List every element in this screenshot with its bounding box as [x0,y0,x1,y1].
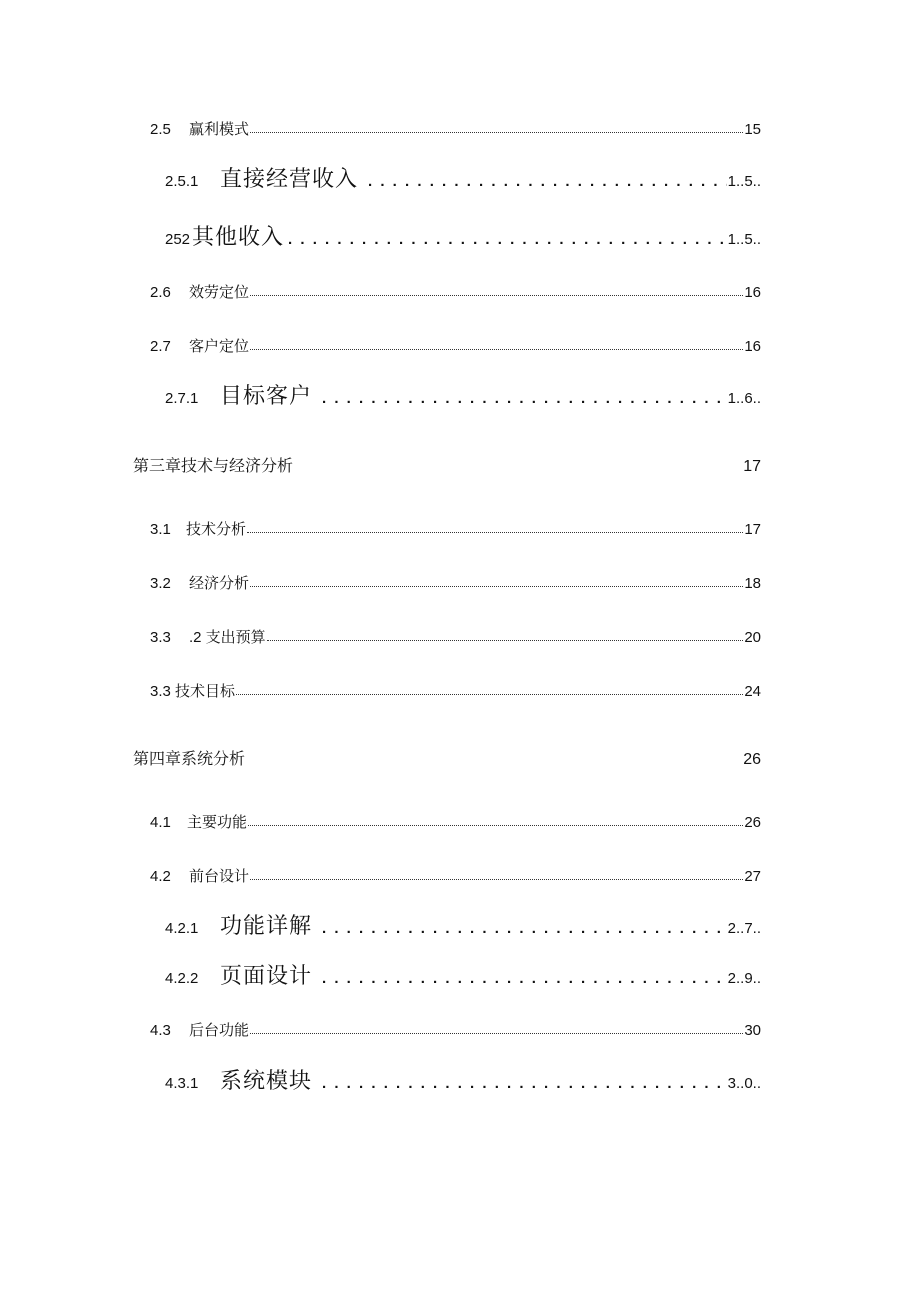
toc-title: 功能详解 [220,914,313,939]
toc-number: 2.6 [150,284,171,301]
toc-number: 2.7.1 [165,390,199,407]
toc-number: 2.5 [150,121,171,138]
toc-title: 技术分析 [186,521,247,538]
toc-title: 其他收入 [192,225,285,250]
toc-entry[interactable] [150,281,761,301]
toc-number: 3.2 [150,575,171,592]
toc-page-number: 16 [744,338,761,355]
chapter-page-number: 26 [743,751,761,768]
toc-entry[interactable] [150,680,761,700]
toc-page-number: 18 [744,575,761,592]
toc-entry[interactable] [165,1064,761,1094]
toc-number: 4.3 [150,1022,171,1039]
toc-page-number: 16 [744,284,761,301]
dot-leader [322,970,727,987]
dot-leader [322,390,727,407]
dot-leader [250,291,743,296]
toc-page-number: 27 [744,868,761,885]
toc-entry[interactable] [165,379,761,409]
dot-leader [322,920,727,937]
toc-title: 后台功能 [189,1022,250,1039]
toc-number: 2.5.1 [165,173,199,190]
toc-number: 252 [165,231,191,248]
dot-leader [250,128,743,133]
toc-entry[interactable] [165,959,761,989]
toc-number: 4.2.2 [165,970,199,987]
toc-page-number: 2..7.. [727,920,761,937]
toc-title: 经济分析 [189,575,250,592]
dot-leader [250,345,743,350]
toc-number: 4.2.1 [165,920,199,937]
toc-title: 客户定位 [189,338,250,355]
toc-page-number: 15 [744,121,761,138]
toc-title: 赢利模式 [189,121,250,138]
toc-entry[interactable] [165,162,761,192]
toc-entry[interactable] [150,518,761,538]
toc-title: 主要功能 [187,814,248,831]
toc-number: 2.7 [150,338,171,355]
toc-page-number: 1..6.. [727,390,761,407]
toc-page-number: 1..5.. [727,231,761,248]
toc-title: 页面设计 [220,964,313,989]
chapter-heading[interactable] [133,746,761,769]
chapter-page-number: 17 [743,458,761,475]
toc-page-number: 1..5.. [727,173,761,190]
dot-leader [288,231,727,248]
toc-title: 直接经营收入 [220,167,359,192]
toc-entry[interactable] [150,118,761,138]
toc-number: 3.1 [150,521,171,538]
dot-leader [322,1075,727,1092]
toc-page-number: 30 [744,1022,761,1039]
toc-page-number: 24 [744,683,761,700]
toc-entry[interactable] [150,1019,761,1039]
dot-leader [247,528,743,533]
toc-entry[interactable] [150,335,761,355]
toc-number: 4.1 [150,814,171,831]
toc-page-number: 17 [744,521,761,538]
toc-number: 4.2 [150,868,171,885]
toc-page-number: 2..9.. [727,970,761,987]
toc-page-number: 20 [744,629,761,646]
dot-leader [250,875,743,880]
toc-number: 4.3.1 [165,1075,199,1092]
dot-leader [250,1029,743,1034]
chapter-title: 第三章技术与经济分析 [133,458,294,475]
toc-title: 前台设计 [189,868,250,885]
toc-entry[interactable] [165,909,761,939]
toc-entry[interactable] [150,811,761,831]
toc-entry[interactable] [150,626,761,646]
toc-entry[interactable] [150,865,761,885]
toc-number: 3.3 [150,629,171,646]
toc-title: 效劳定位 [189,284,250,301]
dot-leader [248,821,743,826]
dot-leader [267,636,744,641]
toc-page-number: 26 [744,814,761,831]
dot-leader [368,173,727,190]
toc-title: 系统模块 [220,1069,313,1094]
toc-page-number: 3..0.. [727,1075,761,1092]
toc-entry[interactable] [165,220,761,250]
toc-title: 目标客户 [220,384,313,409]
dot-leader [236,690,743,695]
toc-title: .2 支出预算 [189,629,266,646]
toc-title: 3.3 技术目标 [150,683,236,700]
chapter-title: 第四章系统分析 [133,751,246,768]
toc-entry[interactable] [150,572,761,592]
chapter-heading[interactable] [133,453,761,476]
dot-leader [250,582,743,587]
